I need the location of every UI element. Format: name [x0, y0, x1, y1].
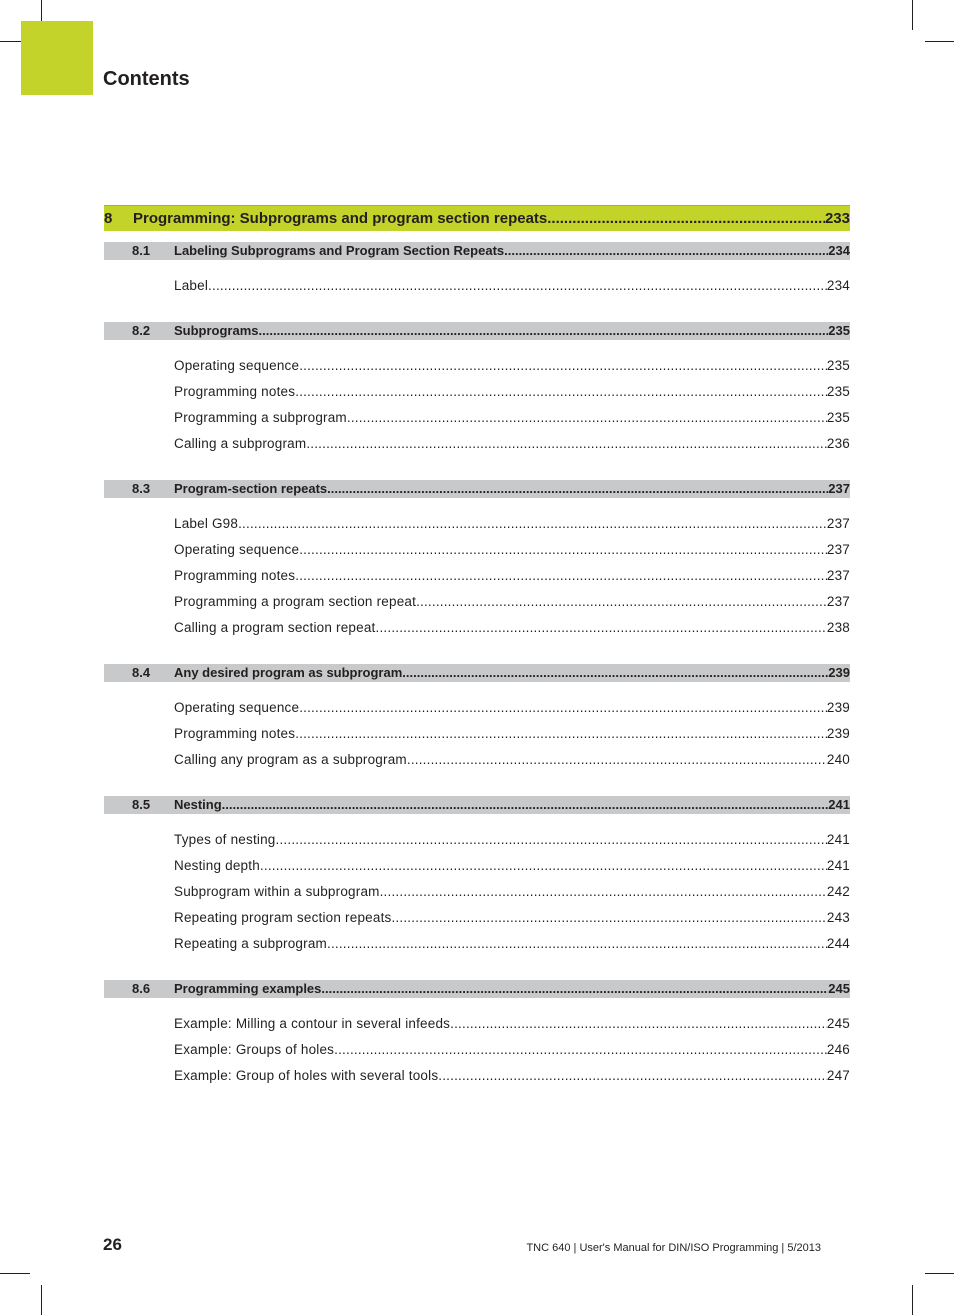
section-number: 8.5 — [132, 797, 151, 812]
toc-entry[interactable] — [174, 857, 850, 883]
toc-entry[interactable] — [174, 567, 850, 593]
crop-mark — [41, 0, 42, 21]
toc-entry[interactable] — [174, 593, 850, 619]
entry-page: 237 — [826, 516, 850, 531]
entry-page: 241 — [826, 832, 850, 847]
section-title: Subprograms — [174, 323, 259, 338]
entry-title: Operating sequence — [174, 700, 300, 715]
table-of-contents — [104, 205, 850, 1112]
entry-page: 244 — [826, 936, 850, 951]
entry-title: Programming notes — [174, 568, 296, 583]
entry-title: Types of nesting — [174, 832, 276, 847]
toc-entry-list — [104, 498, 850, 664]
toc-entry[interactable] — [174, 909, 850, 935]
entry-page: 236 — [826, 436, 850, 451]
entry-page: 239 — [826, 726, 850, 741]
crop-mark — [912, 0, 913, 30]
entry-page: 234 — [826, 278, 850, 293]
entry-page: 240 — [826, 752, 850, 767]
entry-title: Label G98 — [174, 516, 239, 531]
dot-leader — [347, 409, 827, 427]
toc-entry[interactable] — [174, 435, 850, 461]
section-title: Nesting — [174, 797, 222, 812]
section-number: 8.6 — [132, 981, 151, 996]
toc-entry[interactable] — [174, 357, 850, 383]
section-number: 8.2 — [132, 323, 151, 338]
dot-leader — [376, 619, 827, 637]
entry-title: Nesting depth — [174, 858, 260, 873]
toc-section-row[interactable] — [104, 242, 850, 260]
entry-title: Repeating a subprogram — [174, 936, 327, 951]
entry-page: 235 — [826, 384, 850, 399]
dot-leader — [380, 883, 827, 901]
toc-section-row[interactable] — [104, 664, 850, 682]
dot-leader — [391, 909, 826, 927]
entry-title: Repeating program section repeats — [174, 910, 392, 925]
crop-mark — [925, 41, 954, 42]
dot-leader — [327, 935, 827, 953]
entry-title: Example: Milling a contour in several infeeds — [174, 1016, 451, 1031]
entry-title: Programming notes — [174, 726, 296, 741]
entry-title: Calling a program section repeat — [174, 620, 376, 635]
crop-mark — [41, 1285, 42, 1315]
toc-entry[interactable] — [174, 699, 850, 725]
entry-page: 242 — [826, 884, 850, 899]
entry-title: Operating sequence — [174, 542, 300, 557]
dot-leader — [450, 1015, 827, 1033]
toc-entry[interactable] — [174, 277, 850, 303]
section-number: 8.1 — [132, 243, 151, 258]
chapter-title: Programming: Subprograms and program section repeats — [133, 210, 548, 227]
section-page: 235 — [828, 323, 850, 338]
toc-entry[interactable] — [174, 619, 850, 645]
entry-page: 238 — [826, 620, 850, 635]
section-page: 245 — [828, 981, 850, 996]
section-page: 239 — [828, 665, 850, 680]
dot-leader — [402, 664, 828, 682]
section-title: Program-section repeats — [174, 481, 328, 496]
toc-entry-list — [104, 340, 850, 480]
dot-leader — [504, 242, 828, 260]
toc-entry-list — [104, 260, 850, 322]
section-title: Programming examples — [174, 981, 322, 996]
chapter-number: 8 — [104, 210, 113, 227]
entry-title: Operating sequence — [174, 358, 300, 373]
section-title: Labeling Subprograms and Program Section Repeats — [174, 243, 505, 258]
section-title: Any desired program as subprogram — [174, 665, 403, 680]
toc-entry[interactable] — [174, 409, 850, 435]
crop-mark — [0, 1273, 30, 1274]
toc-section-row[interactable] — [104, 322, 850, 340]
entry-title: Programming a program section repeat — [174, 594, 417, 609]
chapter-color-tab — [21, 21, 93, 95]
dot-leader — [299, 541, 827, 559]
entry-title: Programming notes — [174, 384, 296, 399]
section-number: 8.4 — [132, 665, 151, 680]
dot-leader — [438, 1067, 827, 1085]
toc-sections — [104, 242, 850, 1112]
entry-title: Calling a subprogram — [174, 436, 307, 451]
page-title: Contents — [103, 68, 190, 90]
dot-leader — [416, 593, 827, 611]
toc-section-row[interactable] — [104, 480, 850, 498]
crop-mark — [912, 1285, 913, 1315]
toc-chapter-row[interactable] — [104, 205, 850, 231]
toc-section-row[interactable] — [104, 796, 850, 814]
dot-leader — [276, 831, 827, 849]
toc-entry[interactable] — [174, 883, 850, 909]
crop-mark — [0, 41, 21, 42]
entry-page: 246 — [826, 1042, 850, 1057]
dot-leader — [547, 206, 825, 231]
toc-entry[interactable] — [174, 541, 850, 567]
section-number: 8.3 — [132, 481, 151, 496]
entry-page: 239 — [826, 700, 850, 715]
entry-title: Subprogram within a subprogram — [174, 884, 380, 899]
toc-entry[interactable] — [174, 515, 850, 541]
entry-title: Example: Groups of holes — [174, 1042, 335, 1057]
toc-entry[interactable] — [174, 1067, 850, 1093]
dot-leader — [295, 725, 827, 743]
toc-entry[interactable] — [174, 831, 850, 857]
toc-entry[interactable] — [174, 1015, 850, 1041]
footer-text: TNC 640 | User's Manual for DIN/ISO Programming | 5/2013 — [526, 1242, 821, 1254]
entry-page: 243 — [826, 910, 850, 925]
section-page: 234 — [828, 243, 850, 258]
dot-leader — [327, 480, 828, 498]
dot-leader — [295, 567, 827, 585]
entry-page: 245 — [826, 1016, 850, 1031]
section-page: 241 — [828, 797, 850, 812]
toc-entry-list — [104, 682, 850, 796]
entry-page: 237 — [826, 594, 850, 609]
toc-section-row[interactable] — [104, 980, 850, 998]
toc-entry-list — [104, 998, 850, 1112]
dot-leader — [306, 435, 827, 453]
section-page: 237 — [828, 481, 850, 496]
toc-entry[interactable] — [174, 935, 850, 961]
toc-entry[interactable] — [174, 751, 850, 777]
entry-page: 237 — [826, 568, 850, 583]
dot-leader — [259, 322, 829, 340]
page-number: 26 — [103, 1235, 122, 1254]
dot-leader — [222, 796, 829, 814]
crop-mark — [925, 1273, 954, 1274]
toc-entry[interactable] — [174, 1041, 850, 1067]
entry-title: Programming a subprogram — [174, 410, 347, 425]
dot-leader — [260, 857, 827, 875]
toc-entry[interactable] — [174, 725, 850, 751]
dot-leader — [407, 751, 827, 769]
entry-title: Label — [174, 278, 209, 293]
chapter-page: 233 — [824, 210, 850, 227]
dot-leader — [208, 277, 827, 295]
entry-page: 235 — [826, 410, 850, 425]
entry-page: 241 — [826, 858, 850, 873]
entry-page: 237 — [826, 542, 850, 557]
toc-entry[interactable] — [174, 383, 850, 409]
entry-page: 235 — [826, 358, 850, 373]
dot-leader — [321, 980, 828, 998]
entry-title: Calling any program as a subprogram — [174, 752, 407, 767]
entry-title: Example: Group of holes with several tools — [174, 1068, 439, 1083]
dot-leader — [238, 515, 827, 533]
dot-leader — [295, 383, 827, 401]
dot-leader — [299, 699, 827, 717]
dot-leader — [299, 357, 827, 375]
dot-leader — [334, 1041, 827, 1059]
toc-entry-list — [104, 814, 850, 980]
entry-page: 247 — [826, 1068, 850, 1083]
